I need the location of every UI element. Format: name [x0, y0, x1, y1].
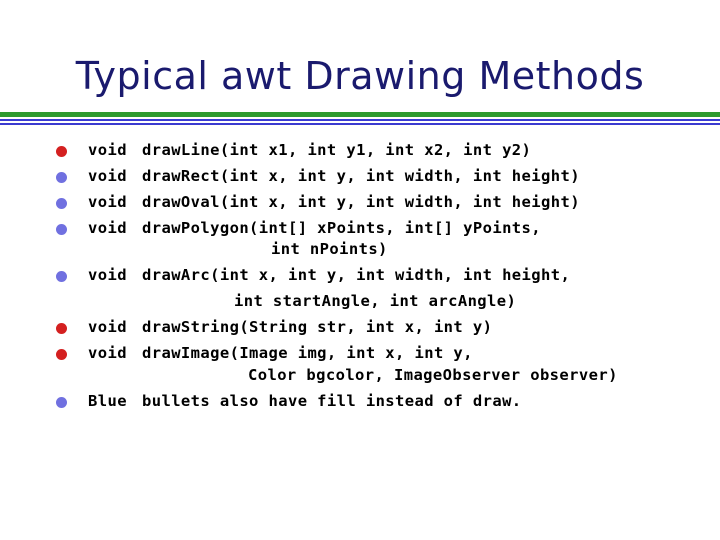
bullet-text: drawLine(int x1, int y1, int x2, int y2): [142, 141, 532, 159]
bullet-dot-icon: [56, 271, 67, 282]
bullet-keyword: void: [88, 193, 127, 211]
bullet-text: drawPolygon(int[] xPoints, int[] yPoints,: [142, 219, 542, 237]
bullet-text: drawString(String str, int x, int y): [142, 318, 493, 336]
slide-title: Typical awt Drawing Methods: [75, 54, 645, 98]
bullet-dot-icon: [56, 349, 67, 360]
bullet-dot-icon: [56, 397, 67, 408]
bullet-keyword: void: [88, 318, 127, 336]
bullet-dot-icon: [56, 172, 67, 183]
bullet-text: bullets also have fill instead of draw.: [142, 392, 522, 410]
bullet-keyword: void: [88, 266, 127, 284]
bullet-text-continued: Color bgcolor, ImageObserver observer): [248, 366, 618, 384]
bullet-text-continued: int startAngle, int arcAngle): [234, 292, 517, 310]
bullet-dot-icon: [56, 224, 67, 235]
bullet-keyword: void: [88, 219, 127, 237]
bullet-keyword: void: [88, 344, 127, 362]
bullet-keyword: void: [88, 167, 127, 185]
bullet-text: drawRect(int x, int y, int width, int height): [142, 167, 580, 185]
bullet-text-continued: int nPoints): [271, 240, 388, 258]
bullet-dot-icon: [56, 146, 67, 157]
bullet-text: drawOval(int x, int y, int width, int height): [142, 193, 580, 211]
bullet-keyword: void: [88, 141, 127, 159]
bullet-dot-icon: [56, 198, 67, 209]
bullet-text: drawImage(Image img, int x, int y,: [142, 344, 473, 362]
bullet-text: drawArc(int x, int y, int width, int height,: [142, 266, 571, 284]
bullet-dot-icon: [56, 323, 67, 334]
bullet-keyword: Blue: [88, 392, 127, 410]
